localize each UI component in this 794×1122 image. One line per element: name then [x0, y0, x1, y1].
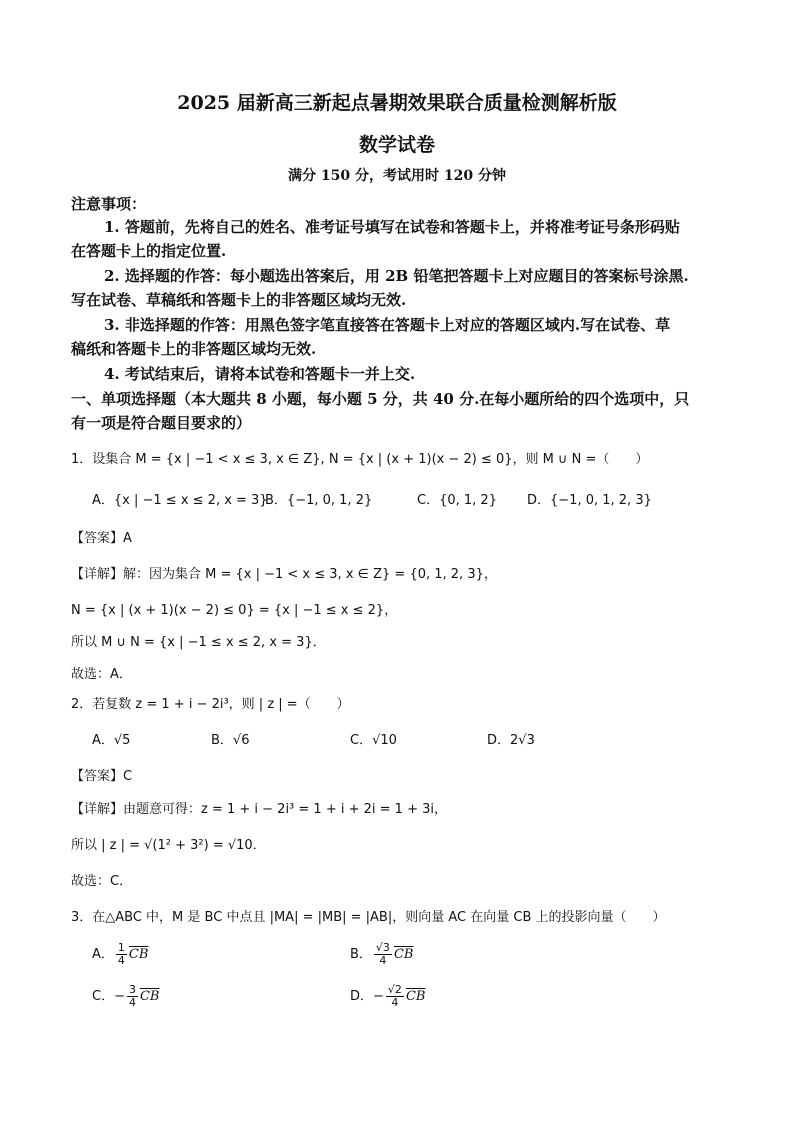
question-3-stem: 3．在△ABC 中，M 是 BC 中点且 |MA| = |MB| = |AB|，则向量 AC 在向量 CB 上的投影向量（ ） — [71, 910, 666, 925]
fraction — [127, 984, 138, 1009]
question-3-option-b — [350, 942, 413, 967]
notice-item-2b: 写在试卷、草稿纸和答题卡上的非答题区域均无效. — [71, 291, 407, 309]
score-line: 满分 150 分，考试用时 120 分钟 — [288, 168, 506, 184]
question-1-option-b: B．{−1, 0, 1, 2} — [265, 493, 373, 508]
question-2-choose: 故选：C． — [71, 874, 133, 889]
fraction-numerator: √3 — [375, 941, 390, 954]
section-heading-line1: 一、单项选择题（本大题共 8 小题，每小题 5 分，共 40 分.在每小题所给的四个选项中，只 — [71, 390, 690, 408]
question-1-option-c: C．{0, 1, 2} — [417, 493, 497, 508]
question-1-option-d: D．{−1, 0, 1, 2, 3} — [527, 493, 652, 508]
question-2-detail-2: 所以 | z | = √(1² + 3²) = √10． — [71, 838, 266, 853]
fraction-numerator: 3 — [128, 983, 136, 996]
question-1-detail-3: 所以 M ∪ N = {x | −1 ≤ x ≤ 2, x = 3}． — [71, 635, 326, 650]
question-2-stem: 2．若复数 z = 1 + i − 2i³，则 | z | =（ ） — [71, 697, 350, 712]
notice-item-4: 4. 考试结束后，请将本试卷和答题卡一并上交. — [104, 365, 416, 383]
fraction-numerator: 1 — [117, 941, 125, 954]
question-1-option-a: A．{x | −1 ≤ x ≤ 2, x = 3} — [92, 493, 268, 508]
option-letter: B． — [350, 947, 372, 962]
question-2-option-d: D．2√3 — [487, 733, 535, 748]
paper-subtitle: 数学试卷 — [358, 134, 435, 156]
question-3-option-d — [350, 984, 425, 1009]
question-3-option-a — [92, 942, 148, 967]
question-3-option-c — [92, 984, 159, 1009]
question-1-detail-1: 【详解】解：因为集合 M = {x | −1 < x ≤ 3, x ∈ Z} = {0, 1, 2, 3}， — [71, 567, 497, 582]
fraction-denominator: 4 — [117, 954, 125, 967]
option-letter: A． — [92, 947, 114, 962]
option-letter: C． — [92, 989, 115, 1004]
option-sign: − — [114, 989, 125, 1004]
question-2-option-c: C．√10 — [350, 733, 397, 748]
vector-label: $\overline{CB}$ — [393, 947, 414, 962]
fraction-numerator: √2 — [387, 983, 402, 996]
notice-item-3a: 3. 非选择题的作答：用黑色签字笔直接答在答题卡上对应的答题区域内.写在试卷、草 — [104, 316, 671, 334]
notice-item-2a: 2. 选择题的作答：每小题选出答案后，用 2B 铅笔把答题卡上对应题目的答案标号涂黑. — [104, 267, 689, 285]
question-2-option-a: A．√5 — [92, 733, 131, 748]
notice-heading: 注意事项： — [71, 195, 147, 213]
fraction — [374, 942, 392, 967]
notice-item-3b: 稿纸和答题卡上的非答题区域均无效. — [71, 340, 317, 358]
option-sign: − — [373, 989, 384, 1004]
fraction — [386, 984, 404, 1009]
option-letter: D． — [350, 989, 374, 1004]
question-2-option-b: B．√6 — [211, 733, 250, 748]
section-heading-line2: 有一项是符合题目要求的） — [71, 414, 252, 432]
fraction-denominator: 4 — [391, 996, 399, 1009]
vector-label: $\overline{CB}$ — [139, 989, 160, 1004]
notice-item-1a: 1. 答题前，先将自己的姓名、准考证号填写在试卷和答题卡上，并将准考证号条形码贴 — [104, 218, 680, 236]
vector-label: $\overline{CB}$ — [405, 989, 426, 1004]
question-2-answer: 【答案】C — [71, 769, 133, 784]
question-1-answer: 【答案】A — [71, 531, 132, 546]
fraction-denominator: 4 — [128, 996, 136, 1009]
page-title: 2025 届新高三新起点暑期效果联合质量检测解析版 — [177, 92, 617, 114]
question-1-stem: 1．设集合 M = {x | −1 < x ≤ 3, x ∈ Z}, N = {x | (x + 1)(x − 2) ≤ 0}，则 M ∪ N =（ ） — [71, 452, 649, 467]
notice-item-1b: 在答题卡上的指定位置. — [71, 242, 227, 260]
question-1-choose: 故选：A． — [71, 667, 132, 682]
question-1-detail-2: N = {x | (x + 1)(x − 2) ≤ 0} = {x | −1 ≤ x ≤ 2}， — [71, 603, 398, 618]
fraction — [116, 942, 127, 967]
vector-label: $\overline{CB}$ — [128, 947, 149, 962]
fraction-denominator: 4 — [379, 954, 387, 967]
question-2-detail-1: 【详解】由题意可得：z = 1 + i − 2i³ = 1 + i + 2i = 1 + 3i， — [71, 802, 447, 817]
